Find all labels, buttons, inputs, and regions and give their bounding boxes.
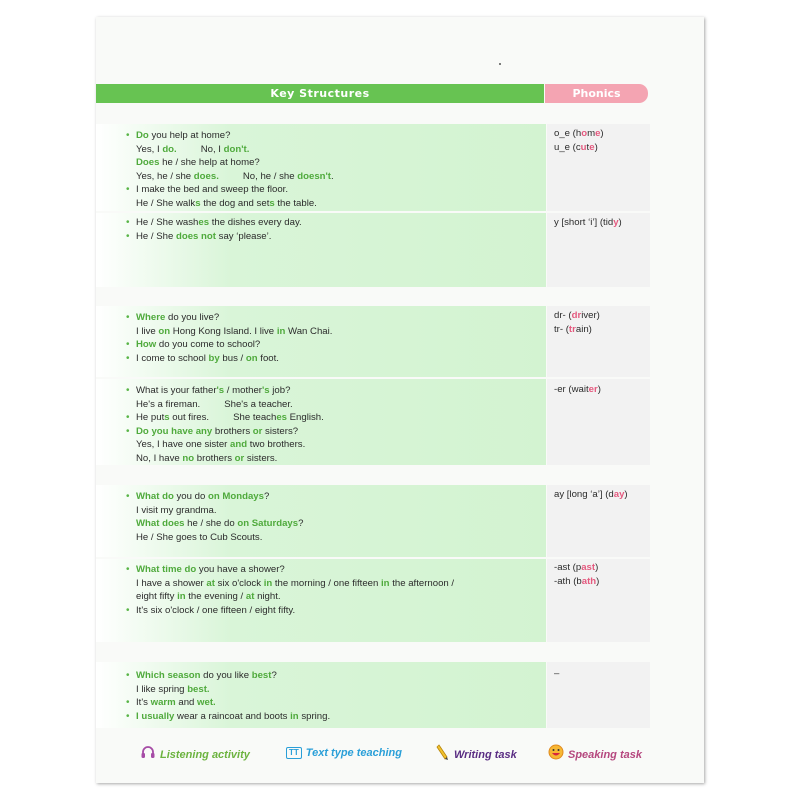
phonics-text-2: [554, 216, 622, 230]
phonics-line: [554, 575, 599, 589]
key-word: Which season: [136, 670, 201, 681]
text-run: do you come to school?: [156, 339, 261, 351]
text-run: do you live?: [165, 312, 220, 323]
text-run: He / She wash: [136, 217, 199, 228]
ks-text-1: [136, 129, 334, 211]
key-word: Does: [136, 157, 160, 169]
key-word: on: [245, 352, 258, 364]
key-word: don't.: [223, 143, 250, 155]
text-run: / mother: [224, 385, 262, 396]
key-word: does not: [176, 230, 216, 242]
phonics-sound: u: [580, 141, 587, 153]
legend-speaking-label: Speaking task: [568, 748, 642, 761]
bullet-sentence: [136, 411, 324, 425]
text-run: sisters.: [244, 452, 278, 464]
key-word: at: [206, 577, 215, 589]
key-structures-header: Key Structures: [96, 84, 544, 103]
text-run: brothers: [194, 452, 235, 464]
phonics-line: [554, 309, 600, 323]
text-run: ): [596, 575, 600, 587]
key-word: What does: [136, 518, 185, 530]
key-word: on Saturdays: [237, 518, 299, 530]
text-run: ): [595, 562, 599, 573]
text-run: u_e (c: [554, 141, 581, 153]
pencil-icon: [436, 744, 450, 766]
text-run: I visit my grandma.: [136, 504, 217, 516]
key-word: s: [269, 197, 275, 209]
phonics-sound: tr: [568, 323, 576, 335]
text-run: .: [331, 170, 334, 182]
bullet-sentence: [136, 604, 454, 618]
text-run: he / she help at home?: [159, 157, 260, 169]
key-word: in: [276, 325, 286, 337]
legend-text-type-label: Text type teaching: [305, 747, 402, 759]
headphones-icon: [140, 744, 156, 766]
text-run: you help at home?: [148, 130, 231, 141]
text-run: –: [554, 668, 560, 679]
text-run: dr- (: [554, 310, 572, 321]
text-run: Hong Kong Island. I live: [170, 325, 277, 337]
ks-text-3: [136, 311, 332, 365]
ks-text-4: [136, 384, 324, 466]
text-run: eight fifty: [136, 591, 178, 603]
text-run: She teach: [233, 412, 277, 424]
text-run: job?: [269, 385, 291, 396]
bullet-sentence: [136, 384, 324, 398]
phonics-text-1: [554, 127, 604, 154]
phonics-cell-7: [547, 662, 650, 728]
text-run: I come to school: [136, 352, 209, 364]
phonics-sound: e: [589, 141, 595, 153]
ks-text-2: [136, 216, 302, 243]
ink-dot: [499, 63, 501, 65]
text-run: o_e (h: [554, 128, 582, 139]
sentence-line: [136, 170, 334, 184]
sentence-line: [136, 197, 334, 211]
legend-listening-label: Listening activity: [160, 748, 250, 761]
text-run: ): [600, 128, 604, 139]
phonics-sound: ath: [581, 575, 597, 587]
text-run: Wan Chai.: [285, 325, 333, 337]
phonics-sound: o: [581, 128, 588, 139]
phonics-sound: er: [588, 384, 598, 395]
text-run: and: [175, 697, 198, 709]
text-run: It's six o'clock / one fifteen / eight fifty.: [136, 604, 296, 616]
sentence-line: [136, 325, 332, 339]
text-run: the evening /: [185, 591, 246, 603]
text-run: wear a raincoat and boots: [174, 710, 291, 722]
phonics-text-5: [554, 488, 628, 502]
bullet-sentence: [136, 338, 332, 352]
phonics-header: Phonics: [545, 84, 648, 103]
key-word: in: [381, 577, 390, 589]
text-run: What is your father: [136, 385, 217, 396]
text-run: He put: [136, 412, 165, 424]
key-word: at: [245, 591, 255, 603]
text-run: ?: [263, 491, 270, 502]
text-run: He / She walk: [136, 197, 196, 209]
sentence-line: [136, 517, 303, 531]
text-run: tr- (: [554, 323, 569, 335]
key-word: What do: [136, 491, 174, 502]
key-word: in: [177, 591, 186, 603]
key-word: wet.: [197, 697, 216, 709]
key-word: by: [208, 352, 220, 364]
sentence-line: [136, 577, 454, 591]
text-run: out fires.: [169, 412, 210, 424]
key-word: best: [251, 670, 272, 681]
key-word: doesn't: [297, 170, 331, 182]
legend-writing-label: Writing task: [454, 748, 517, 761]
legend-writing: [436, 744, 517, 762]
legend-listening: [140, 744, 250, 762]
sentence-line: [136, 683, 330, 697]
text-run: t: [586, 141, 590, 153]
key-word: best.: [187, 683, 210, 695]
ks-text-6: [136, 563, 454, 617]
text-run: spring.: [298, 710, 331, 722]
text-run: the morning / one fifteen: [272, 577, 382, 589]
legend-speaking: [548, 744, 642, 762]
text-run: No, he / she: [242, 170, 298, 182]
text-run: It's: [136, 697, 151, 709]
key-word: 's: [262, 385, 270, 396]
text-run: ay [long ‘a’] (d: [554, 489, 614, 500]
text-run: night.: [254, 591, 281, 603]
key-word: no: [182, 452, 195, 464]
text-run: She's a teacher.: [224, 398, 293, 410]
key-word: Where: [136, 312, 166, 323]
text-run: Yes, I have one sister: [136, 439, 231, 451]
phonics-line: [554, 667, 559, 681]
phonics-line: [554, 127, 604, 141]
text-run: ): [594, 141, 598, 153]
text-run: do you like: [200, 670, 252, 681]
text-run: No, I have: [136, 452, 183, 464]
legend-text-type: [286, 744, 402, 762]
speaking-face-icon: [548, 744, 564, 766]
text-run: sisters?: [262, 425, 299, 437]
phonics-sound: y: [613, 217, 619, 228]
text-run: I like spring: [136, 683, 188, 695]
text-run: I make the bed and sweep the floor.: [136, 184, 289, 196]
phonics-line: [554, 323, 600, 337]
key-word: es: [198, 217, 210, 228]
key-word: in: [263, 577, 273, 589]
bullet-sentence: [136, 490, 303, 504]
bullet-sentence: [136, 710, 330, 724]
key-word: s: [164, 412, 170, 424]
text-run: brothers: [212, 425, 253, 437]
sentence-line: [136, 531, 303, 545]
text-run: English.: [286, 412, 324, 424]
phonics-text-6: [554, 561, 599, 588]
key-word: or: [252, 425, 263, 437]
text-run: ): [597, 384, 601, 395]
bullet-sentence: [136, 216, 302, 230]
text-run: He's a fireman.: [136, 398, 201, 410]
text-run: He / She: [136, 230, 176, 242]
text-run: No, I: [200, 143, 224, 155]
text-run: Yes, I: [136, 143, 163, 155]
text-run: -ast (p: [554, 562, 582, 573]
text-run: y [short ‘i’] (tid: [554, 217, 614, 228]
ks-text-7: [136, 669, 330, 723]
key-word: or: [234, 452, 245, 464]
sentence-line: [136, 156, 334, 170]
text-run: he / she do: [184, 518, 238, 530]
bullet-sentence: [136, 129, 334, 143]
text-run: He / She goes to Cub Scouts.: [136, 531, 263, 543]
text-run: you have a shower?: [196, 564, 285, 575]
key-word: I usually: [136, 710, 175, 722]
bullet-sentence: [136, 696, 330, 710]
text-run: ): [618, 217, 622, 228]
text-run: bus /: [219, 352, 246, 364]
text-run: ?: [271, 670, 277, 681]
bullet-sentence: [136, 183, 334, 197]
textbook-page: [96, 17, 704, 783]
key-word: on: [158, 325, 171, 337]
phonics-line: [554, 141, 604, 155]
ks-text-5: [136, 490, 303, 544]
phonics-line: [554, 216, 622, 230]
phonics-sound: ay: [613, 489, 625, 500]
text-run: -er (wait: [554, 384, 589, 395]
phonics-sound: e: [595, 128, 601, 139]
text-run: ain): [575, 323, 592, 335]
text-run: foot.: [257, 352, 279, 364]
sentence-line: [136, 143, 334, 157]
phonics-text-3: [554, 309, 600, 336]
bullet-sentence: [136, 669, 330, 683]
bullet-sentence: [136, 230, 302, 244]
text-run: say ‘please’.: [215, 230, 272, 242]
bullet-sentence: [136, 563, 454, 577]
text-run: the dishes every day.: [209, 217, 302, 228]
text-run: the table.: [274, 197, 317, 209]
text-run: ): [624, 489, 628, 500]
key-word: and: [230, 439, 248, 451]
text-run: you do: [173, 491, 208, 502]
text-run: the dog and set: [200, 197, 270, 209]
phonics-sound: ast: [581, 562, 596, 573]
phonics-line: [554, 488, 628, 502]
key-word: How: [136, 339, 157, 351]
key-word: Do: [136, 130, 149, 141]
text-run: the afternoon /: [389, 577, 455, 589]
sentence-line: [136, 452, 324, 466]
key-word: Do you have any: [136, 425, 213, 437]
sentence-line: [136, 504, 303, 518]
key-word: does.: [193, 170, 219, 182]
phonics-text-4: [554, 383, 601, 397]
bullet-sentence: [136, 425, 324, 439]
text-run: six o'clock: [214, 577, 264, 589]
key-word: 's: [216, 385, 225, 396]
sentence-line: [136, 590, 454, 604]
phonics-sound: dr: [571, 310, 582, 321]
key-word: es: [276, 412, 287, 424]
key-word: do.: [162, 143, 177, 155]
bullet-sentence: [136, 352, 332, 366]
bullet-sentence: [136, 311, 332, 325]
sentence-line: [136, 438, 324, 452]
text-run: iver): [581, 310, 600, 321]
text-run: two brothers.: [247, 439, 306, 451]
text-run: -ath (b: [554, 575, 582, 587]
text-run: I live: [136, 325, 159, 337]
key-word: on Mondays: [207, 491, 264, 502]
text-run: I have a shower: [136, 577, 207, 589]
phonics-line: [554, 383, 601, 397]
sentence-line: [136, 398, 324, 412]
key-word: warm: [150, 697, 176, 709]
text-type-badge-icon: TT: [286, 747, 302, 759]
key-word: in: [290, 710, 299, 722]
phonics-line: [554, 561, 599, 575]
key-word: What time do: [136, 564, 197, 575]
text-run: m: [587, 128, 596, 139]
phonics-text-7: [554, 667, 559, 681]
text-run: ?: [298, 518, 304, 530]
key-word: s: [195, 197, 201, 209]
text-run: Yes, he / she: [136, 170, 194, 182]
